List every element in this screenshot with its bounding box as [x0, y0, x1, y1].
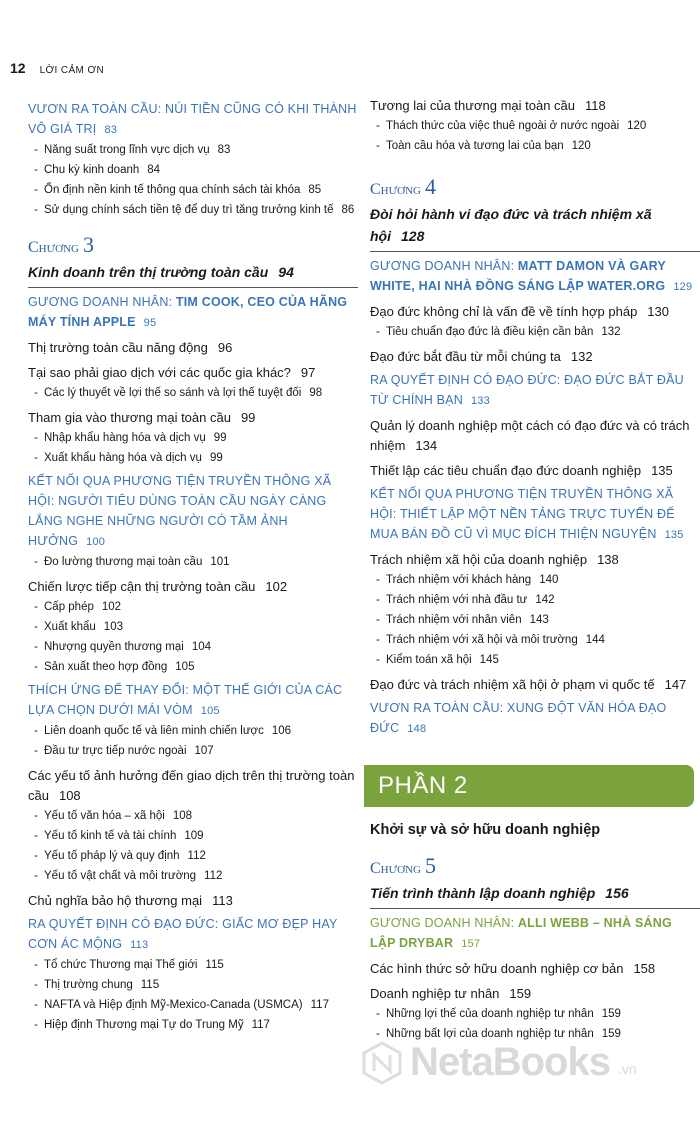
toc-entry: Đạo đức và trách nhiệm xã hội ở phạm vi quốc tế 147 — [370, 677, 687, 692]
toc-subentry: - Sản xuất theo hợp đồng 105 — [30, 657, 358, 677]
running-title: LỜI CẢM ƠN — [39, 65, 105, 76]
toc-subentry: - Trách nhiệm với nhà đầu tư 142 — [372, 590, 700, 610]
toc-feature-heading: VƯƠN RA TOÀN CẦU: NÚI TIỀN CŨNG CÓ KHI THÀNH VÔ GIÁ TRỊ 83 — [28, 102, 357, 136]
part-title: Khởi sự và sở hữu doanh nghiệp — [370, 822, 601, 838]
toc-subentry: - Yếu tố kinh tế và tài chính 109 — [30, 826, 358, 846]
toc-entry: Doanh nghiệp tư nhân 159 — [370, 986, 532, 1001]
toc-feature-heading: VƯƠN RA TOÀN CẦU: XUNG ĐỘT VĂN HÓA ĐẠO ĐỨC 148 — [370, 701, 667, 735]
toc-subentry: - Ổn định nền kinh tế thông qua chính sách tài khóa 85 — [30, 180, 358, 200]
toc-entry: Trách nhiệm xã hội của doanh nghiệp 138 — [370, 552, 619, 567]
toc-feature-heading: RA QUYẾT ĐỊNH CÓ ĐẠO ĐỨC: GIẤC MƠ ĐẸP HAY CƠN ÁC MỘNG 113 — [28, 917, 338, 951]
toc-entry: Thị trường toàn cầu năng động 96 — [28, 340, 233, 355]
toc-right-column — [370, 96, 700, 1044]
toc-left-column — [28, 96, 358, 1035]
toc-feature-heading: GƯƠNG DOANH NHÂN: MATT DAMON VÀ GARY WHITE, HAI NHÀ ĐỒNG SÁNG LẬP WATER.ORG 129 — [370, 259, 693, 293]
toc-subentry: - Thách thức của việc thuê ngoài ở nước ngoài 120 — [372, 116, 700, 136]
toc-subentry: - Yếu tố pháp lý và quy định 112 — [30, 846, 358, 866]
running-head — [10, 60, 104, 76]
toc-entry: Các yếu tố ảnh hưởng đến giao dịch trên thị trường toàn cầu 108 — [28, 768, 355, 803]
toc-entry: Chiến lược tiếp cận thị trường toàn cầu 102 — [28, 579, 288, 594]
toc-entry: Tham gia vào thương mại toàn cầu 99 — [28, 410, 256, 425]
toc-subentry: - Toàn cầu hóa và tương lai của bạn 120 — [372, 136, 700, 156]
toc-subentry: - Tiêu chuẩn đạo đức là điều kiện cần bản 132 — [372, 322, 700, 342]
toc-feature-heading: GƯƠNG DOANH NHÂN: TIM COOK, CEO CỦA HÃNG MÁY TÍNH APPLE 95 — [28, 295, 348, 329]
toc-subentry: - Năng suất trong lĩnh vực dịch vụ 83 — [30, 140, 358, 160]
toc-subentry: - Các lý thuyết về lợi thế so sánh và lợi thế tuyệt đối 98 — [30, 383, 358, 403]
toc-subentry: - Đầu tư trực tiếp nước ngoài 107 — [30, 741, 358, 761]
toc-entry: Chủ nghĩa bảo hộ thương mại 113 — [28, 893, 233, 908]
toc-feature-heading: KẾT NỐI QUA PHƯƠNG TIỆN TRUYỀN THÔNG XÃ HỘI: THIẾT LẬP MỘT NỀN TẢNG TRỰC TUYẾN ĐỂ MUA BÁN ĐỒ CŨ VÌ MỤC ĐÍCH THIỆN NGUYỆN 135 — [370, 487, 684, 541]
toc-subentry: - Yếu tố vật chất và môi trường 112 — [30, 866, 358, 886]
toc-subentry: - Xuất khẩu 103 — [30, 617, 358, 637]
toc-entry: Thiết lập các tiêu chuẩn đạo đức doanh nghiệp 135 — [370, 463, 673, 478]
toc-subentry: - Chu kỳ kinh doanh 84 — [30, 160, 358, 180]
chapter-title: Đòi hỏi hành vi đạo đức và trách nhiệm xã hội 128 — [370, 203, 700, 252]
toc-subentry: - Kiểm toán xã hội 145 — [372, 650, 700, 670]
toc-subentry: - Đo lường thương mại toàn cầu 101 — [30, 552, 358, 572]
toc-subentry: - Những bất lợi của doanh nghiệp tư nhân 159 — [372, 1024, 700, 1044]
toc-entry: Đạo đức không chỉ là vấn đề về tính hợp pháp 130 — [370, 304, 669, 319]
chapter-title: Kinh doanh trên thị trường toàn cầu 94 — [28, 261, 358, 288]
toc-subentry: - Yếu tố văn hóa – xã hội 108 — [30, 806, 358, 826]
part-banner: PHẦN 2 — [364, 765, 694, 807]
brand-logo-icon — [360, 1041, 404, 1085]
toc-feature-heading: KẾT NỐI QUA PHƯƠNG TIỆN TRUYỀN THÔNG XÃ HỘI: NGƯỜI TIÊU DÙNG TOÀN CẦU NGÀY CÀNG LẮNG NGHE NHỮNG NGƯỜI CÓ TẦM ẢNH HƯỞNG 100 — [28, 474, 332, 548]
page-number: 12 — [10, 60, 26, 76]
toc-entry: Đạo đức bắt đầu từ mỗi chúng ta 132 — [370, 349, 593, 364]
toc-feature-heading: GƯƠNG DOANH NHÂN: ALLI WEBB – NHÀ SÁNG LẬP DRYBAR 157 — [370, 916, 672, 950]
toc-subentry: - Trách nhiệm với nhân viên 143 — [372, 610, 700, 630]
toc-feature-heading: THÍCH ỨNG ĐỂ THAY ĐỔI: MỘT THẾ GIỚI CỦA CÁC LỰA CHỌN DƯỚI MÁI VÒM 105 — [28, 683, 343, 717]
toc-entry: Các hình thức sở hữu doanh nghiệp cơ bản 158 — [370, 961, 656, 976]
toc-subentry: - Nhập khẩu hàng hóa và dịch vụ 99 — [30, 428, 358, 448]
watermark-brand: NetaBooks — [410, 1040, 610, 1084]
toc-subentry: - Liên doanh quốc tế và liên minh chiến lược 106 — [30, 721, 358, 741]
toc-subentry: - NAFTA và Hiệp định Mỹ-Mexico-Canada (USMCA) 117 — [30, 995, 358, 1015]
toc-subentry: - Trách nhiệm với xã hội và môi trường 144 — [372, 630, 700, 650]
toc-subentry: - Tổ chức Thương mại Thế giới 115 — [30, 955, 358, 975]
toc-entry: Quản lý doanh nghiệp một cách có đạo đức và có trách nhiệm 134 — [370, 418, 690, 453]
toc-subentry: - Nhượng quyền thương mại 104 — [30, 637, 358, 657]
toc-subentry: - Xuất khẩu hàng hóa và dịch vụ 99 — [30, 448, 358, 468]
chapter-label: Chương 4 — [370, 174, 436, 199]
toc-entry: Tại sao phải giao dịch với các quốc gia khác? 97 — [28, 365, 316, 380]
toc-entry: Tương lai của thương mại toàn cầu 118 — [370, 98, 606, 113]
toc-feature-heading: RA QUYẾT ĐỊNH CÓ ĐẠO ĐỨC: ĐẠO ĐỨC BẮT ĐẦU TỪ CHÍNH BẠN 133 — [370, 373, 684, 407]
toc-subentry: - Trách nhiệm với khách hàng 140 — [372, 570, 700, 590]
chapter-label: Chương 5 — [370, 853, 436, 878]
toc-subentry: - Thị trường chung 115 — [30, 975, 358, 995]
chapter-title: Tiến trình thành lập doanh nghiệp 156 — [370, 882, 700, 909]
toc-subentry: - Sử dụng chính sách tiền tệ để duy trì tăng trưởng kinh tế 86 — [30, 200, 358, 220]
toc-subentry: - Cấp phép 102 — [30, 597, 358, 617]
toc-subentry: - Hiệp định Thương mại Tự do Trung Mỹ 117 — [30, 1015, 358, 1035]
watermark-suffix: .vn — [617, 1061, 637, 1077]
watermark — [360, 1040, 637, 1085]
toc-subentry: - Những lợi thế của doanh nghiệp tư nhân 159 — [372, 1004, 700, 1024]
chapter-label: Chương 3 — [28, 232, 94, 257]
